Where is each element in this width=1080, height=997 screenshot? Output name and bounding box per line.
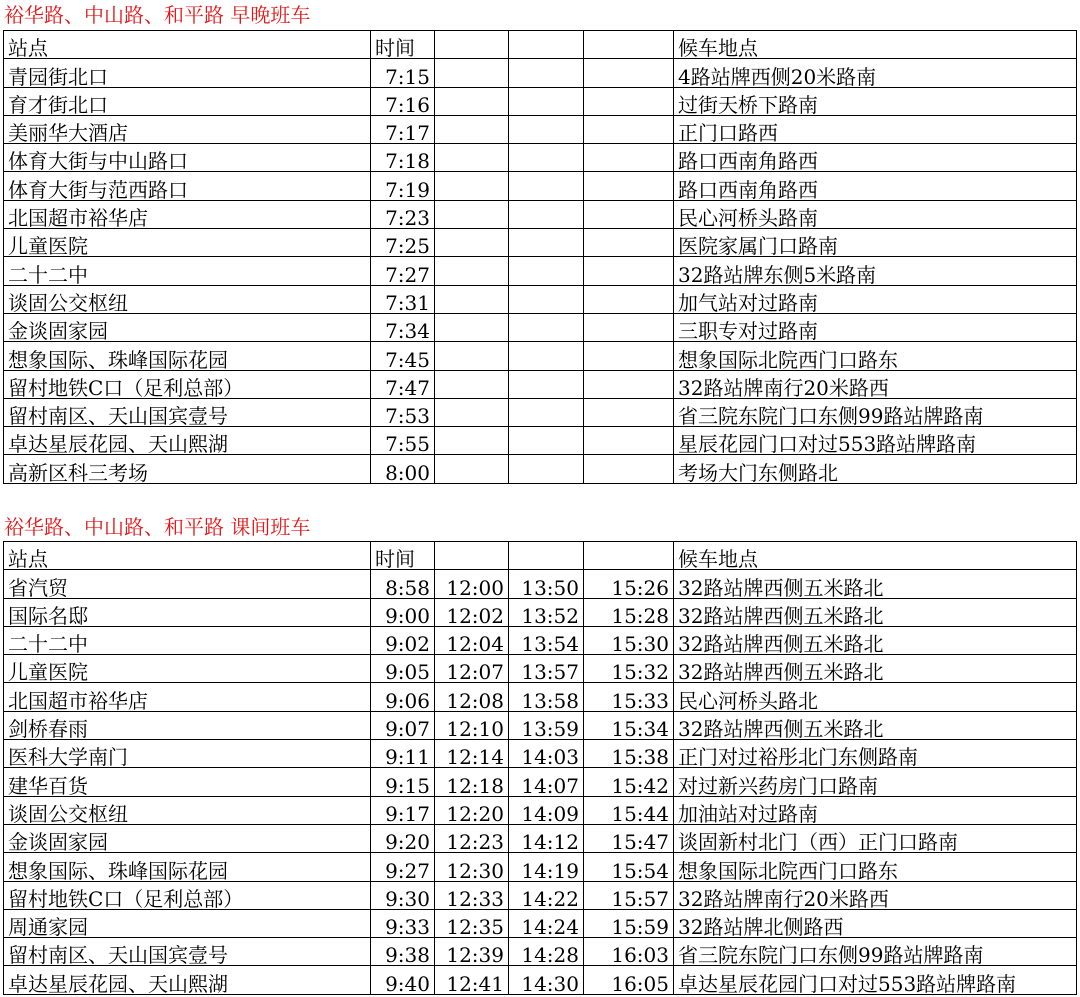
time-cell: 9:15 (371, 768, 435, 796)
time-cell: 12:23 (435, 824, 509, 852)
header-station: 站点 (4, 542, 371, 570)
time-cell (509, 172, 584, 200)
time-cell (435, 144, 509, 172)
table-row (4, 598, 1077, 626)
time-cell: 12:18 (435, 768, 509, 796)
table-row (4, 115, 1077, 143)
header-col3 (435, 542, 509, 570)
location-cell: 谈固新村北门（西）正门口路南 (674, 824, 1077, 852)
time-cell: 14:03 (509, 740, 584, 768)
station-cell: 剑桥春雨 (4, 711, 371, 739)
station-cell: 留村南区、天山国宾壹号 (4, 398, 371, 426)
station-cell: 儿童医院 (4, 229, 371, 257)
location-cell: 民心河桥头路北 (674, 683, 1077, 711)
time-cell (435, 370, 509, 398)
time-cell: 15:42 (584, 768, 674, 796)
table-row (4, 370, 1077, 398)
time-cell: 13:50 (509, 570, 584, 598)
table-row (4, 824, 1077, 852)
header-col4 (509, 31, 584, 59)
time-cell: 12:35 (435, 909, 509, 937)
table-row (4, 285, 1077, 313)
time-cell (509, 313, 584, 341)
time-cell (435, 115, 509, 143)
location-cell: 32路站牌西侧五米路北 (674, 598, 1077, 626)
location-cell: 考场大门东侧路北 (674, 455, 1077, 483)
location-cell: 医院家属门口路南 (674, 229, 1077, 257)
time-cell: 7:16 (371, 87, 435, 115)
time-cell: 15:33 (584, 683, 674, 711)
time-cell: 9:07 (371, 711, 435, 739)
time-cell: 9:33 (371, 909, 435, 937)
time-cell (435, 398, 509, 426)
station-cell: 高新区科三考场 (4, 455, 371, 483)
time-cell (584, 370, 674, 398)
station-cell: 谈固公交枢纽 (4, 796, 371, 824)
station-cell: 卓达星辰花园、天山熙湖 (4, 966, 371, 994)
time-cell (584, 172, 674, 200)
time-cell: 9:20 (371, 824, 435, 852)
table-row (4, 172, 1077, 200)
time-cell: 7:19 (371, 172, 435, 200)
location-cell: 32路站牌南行20米路西 (674, 881, 1077, 909)
time-cell: 7:34 (371, 313, 435, 341)
station-cell: 二十二中 (4, 257, 371, 285)
time-cell: 7:18 (371, 144, 435, 172)
station-cell: 青园街北口 (4, 59, 371, 87)
time-cell: 12:04 (435, 626, 509, 654)
station-cell: 国际名邸 (4, 598, 371, 626)
time-cell (435, 200, 509, 228)
location-cell: 加气站对过路南 (674, 285, 1077, 313)
location-cell: 加油站对过路南 (674, 796, 1077, 824)
time-cell: 14:09 (509, 796, 584, 824)
time-cell (435, 87, 509, 115)
table-row (4, 87, 1077, 115)
station-cell: 留村南区、天山国宾壹号 (4, 938, 371, 966)
time-cell: 7:53 (371, 398, 435, 426)
location-cell: 路口西南角路西 (674, 172, 1077, 200)
table-row (4, 740, 1077, 768)
time-cell: 9:05 (371, 655, 435, 683)
time-cell (584, 257, 674, 285)
location-cell: 32路站牌东侧5米路南 (674, 257, 1077, 285)
time-cell (509, 115, 584, 143)
time-cell: 14:30 (509, 966, 584, 994)
station-cell: 育才街北口 (4, 87, 371, 115)
table-row (4, 655, 1077, 683)
time-cell: 9:00 (371, 598, 435, 626)
time-cell (435, 313, 509, 341)
table-row (4, 398, 1077, 426)
time-cell: 9:38 (371, 938, 435, 966)
time-cell: 16:03 (584, 938, 674, 966)
time-cell (509, 229, 584, 257)
time-cell: 9:17 (371, 796, 435, 824)
time-cell (435, 285, 509, 313)
time-cell: 13:54 (509, 626, 584, 654)
time-cell: 15:34 (584, 711, 674, 739)
time-cell: 7:27 (371, 257, 435, 285)
time-cell: 12:08 (435, 683, 509, 711)
time-cell (584, 427, 674, 455)
location-cell: 省三院东院门口东侧99路站牌路南 (674, 938, 1077, 966)
table-row (4, 938, 1077, 966)
header-col5 (584, 31, 674, 59)
time-cell (435, 427, 509, 455)
header-location: 候车地点 (674, 31, 1077, 59)
table-header-row (4, 31, 1077, 59)
location-cell: 想象国际北院西门口路东 (674, 342, 1077, 370)
time-cell: 7:47 (371, 370, 435, 398)
header-time: 时间 (371, 542, 435, 570)
station-cell: 想象国际、珠峰国际花园 (4, 342, 371, 370)
location-cell: 对过新兴药房门口路南 (674, 768, 1077, 796)
time-cell: 7:31 (371, 285, 435, 313)
time-cell: 9:30 (371, 881, 435, 909)
time-cell: 7:25 (371, 229, 435, 257)
table-row (4, 229, 1077, 257)
time-cell (584, 144, 674, 172)
time-cell: 12:14 (435, 740, 509, 768)
station-cell: 留村地铁C口（足利总部） (4, 881, 371, 909)
time-cell: 7:23 (371, 200, 435, 228)
time-cell (584, 115, 674, 143)
time-cell (509, 455, 584, 483)
location-cell: 32路站牌西侧五米路北 (674, 626, 1077, 654)
time-cell (509, 370, 584, 398)
time-cell: 12:07 (435, 655, 509, 683)
time-cell (509, 427, 584, 455)
table-row (4, 909, 1077, 937)
time-cell: 15:47 (584, 824, 674, 852)
time-cell: 15:30 (584, 626, 674, 654)
time-cell (509, 144, 584, 172)
location-cell: 卓达星辰花园门口对过553路站牌路南 (674, 966, 1077, 994)
station-cell: 想象国际、珠峰国际花园 (4, 853, 371, 881)
table-row (4, 455, 1077, 483)
time-cell: 7:15 (371, 59, 435, 87)
schedule-table-morning-evening (3, 30, 1077, 484)
table-row (4, 966, 1077, 994)
time-cell: 15:38 (584, 740, 674, 768)
time-cell: 12:02 (435, 598, 509, 626)
time-cell (584, 229, 674, 257)
time-cell (509, 200, 584, 228)
time-cell (435, 455, 509, 483)
location-cell: 星辰花园门口对过553路站牌路南 (674, 427, 1077, 455)
time-cell: 15:59 (584, 909, 674, 937)
location-cell: 32路站牌西侧五米路北 (674, 711, 1077, 739)
time-cell: 7:45 (371, 342, 435, 370)
table-row (4, 768, 1077, 796)
table-row (4, 59, 1077, 87)
time-cell: 15:57 (584, 881, 674, 909)
time-cell (584, 87, 674, 115)
time-cell: 13:59 (509, 711, 584, 739)
time-cell: 9:40 (371, 966, 435, 994)
time-cell: 14:24 (509, 909, 584, 937)
station-cell: 体育大街与中山路口 (4, 144, 371, 172)
time-cell: 12:30 (435, 853, 509, 881)
header-location: 候车地点 (674, 542, 1077, 570)
time-cell: 8:58 (371, 570, 435, 598)
time-cell: 16:05 (584, 966, 674, 994)
time-cell (509, 59, 584, 87)
station-cell: 周通家园 (4, 909, 371, 937)
section-title-morning-evening: 裕华路、中山路、和平路 早晚班车 (4, 3, 311, 27)
location-cell: 民心河桥头路南 (674, 200, 1077, 228)
table-row (4, 683, 1077, 711)
time-cell (509, 257, 584, 285)
time-cell: 14:07 (509, 768, 584, 796)
time-cell: 12:10 (435, 711, 509, 739)
location-cell: 路口西南角路西 (674, 144, 1077, 172)
time-cell: 15:28 (584, 598, 674, 626)
time-cell: 12:20 (435, 796, 509, 824)
time-cell (584, 285, 674, 313)
time-cell (435, 229, 509, 257)
time-cell: 9:27 (371, 853, 435, 881)
location-cell: 省三院东院门口东侧99路站牌路南 (674, 398, 1077, 426)
station-cell: 医科大学南门 (4, 740, 371, 768)
location-cell: 想象国际北院西门口路东 (674, 853, 1077, 881)
station-cell: 北国超市裕华店 (4, 683, 371, 711)
time-cell (435, 342, 509, 370)
time-cell: 15:26 (584, 570, 674, 598)
time-cell: 15:32 (584, 655, 674, 683)
time-cell: 14:22 (509, 881, 584, 909)
time-cell: 13:58 (509, 683, 584, 711)
location-cell: 32路站牌西侧五米路北 (674, 570, 1077, 598)
location-cell: 4路站牌西侧20米路南 (674, 59, 1077, 87)
time-cell: 14:19 (509, 853, 584, 881)
station-cell: 北国超市裕华店 (4, 200, 371, 228)
station-cell: 美丽华大酒店 (4, 115, 371, 143)
location-cell: 正门对过裕彤北门东侧路南 (674, 740, 1077, 768)
time-cell (509, 342, 584, 370)
table-row (4, 313, 1077, 341)
time-cell: 14:12 (509, 824, 584, 852)
station-cell: 省汽贸 (4, 570, 371, 598)
time-cell (584, 59, 674, 87)
time-cell: 14:28 (509, 938, 584, 966)
time-cell (584, 455, 674, 483)
time-cell (435, 59, 509, 87)
time-cell (509, 398, 584, 426)
table-row (4, 881, 1077, 909)
location-cell: 32路站牌北侧路西 (674, 909, 1077, 937)
header-col4 (509, 542, 584, 570)
schedule-table-midday (3, 541, 1077, 995)
time-cell (584, 398, 674, 426)
table-row (4, 342, 1077, 370)
time-cell (509, 87, 584, 115)
header-time: 时间 (371, 31, 435, 59)
time-cell: 13:57 (509, 655, 584, 683)
time-cell: 7:17 (371, 115, 435, 143)
location-cell: 32路站牌南行20米路西 (674, 370, 1077, 398)
time-cell: 12:00 (435, 570, 509, 598)
station-cell: 金谈固家园 (4, 824, 371, 852)
location-cell: 正门口路西 (674, 115, 1077, 143)
time-cell: 9:11 (371, 740, 435, 768)
time-cell: 12:39 (435, 938, 509, 966)
time-cell: 12:33 (435, 881, 509, 909)
header-col5 (584, 542, 674, 570)
section-title-midday: 裕华路、中山路、和平路 课间班车 (4, 515, 311, 539)
table-row (4, 144, 1077, 172)
time-cell: 13:52 (509, 598, 584, 626)
time-cell: 15:44 (584, 796, 674, 824)
station-cell: 二十二中 (4, 626, 371, 654)
station-cell: 建华百货 (4, 768, 371, 796)
table-row (4, 626, 1077, 654)
table-row (4, 711, 1077, 739)
time-cell (509, 285, 584, 313)
station-cell: 留村地铁C口（足利总部） (4, 370, 371, 398)
station-cell: 体育大街与范西路口 (4, 172, 371, 200)
header-col3 (435, 31, 509, 59)
time-cell: 9:06 (371, 683, 435, 711)
time-cell (584, 200, 674, 228)
station-cell: 卓达星辰花园、天山熙湖 (4, 427, 371, 455)
table-row (4, 427, 1077, 455)
time-cell: 9:02 (371, 626, 435, 654)
time-cell (435, 172, 509, 200)
time-cell (584, 313, 674, 341)
table-row (4, 853, 1077, 881)
table-header-row (4, 542, 1077, 570)
table-row (4, 200, 1077, 228)
location-cell: 三职专对过路南 (674, 313, 1077, 341)
location-cell: 32路站牌西侧五米路北 (674, 655, 1077, 683)
location-cell: 过街天桥下路南 (674, 87, 1077, 115)
station-cell: 金谈固家园 (4, 313, 371, 341)
station-cell: 儿童医院 (4, 655, 371, 683)
station-cell: 谈固公交枢纽 (4, 285, 371, 313)
table-row (4, 796, 1077, 824)
time-cell (584, 342, 674, 370)
time-cell (435, 257, 509, 285)
time-cell: 7:55 (371, 427, 435, 455)
table-row (4, 570, 1077, 598)
time-cell: 8:00 (371, 455, 435, 483)
time-cell: 15:54 (584, 853, 674, 881)
table-row (4, 257, 1077, 285)
time-cell: 12:41 (435, 966, 509, 994)
header-station: 站点 (4, 31, 371, 59)
